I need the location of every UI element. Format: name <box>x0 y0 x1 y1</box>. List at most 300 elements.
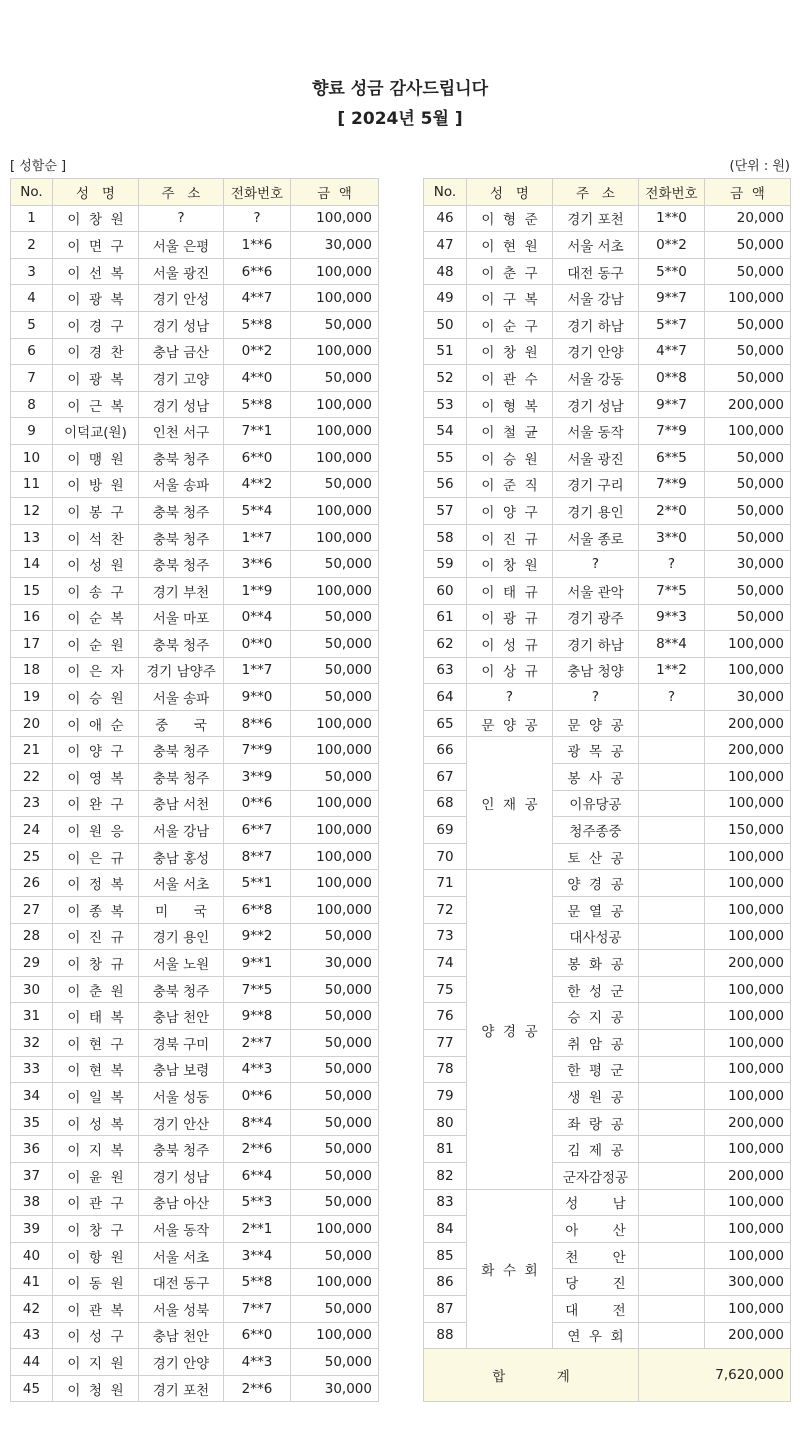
table-row <box>11 870 379 897</box>
cell-name: 이 현 원 <box>467 232 553 259</box>
cell-phone <box>639 1216 705 1243</box>
table-row <box>424 311 791 338</box>
cell-name: 이 지 원 <box>53 1349 139 1376</box>
cell-branch: 토 산 공 <box>553 843 639 870</box>
cell-phone: 4**3 <box>224 1349 291 1376</box>
cell-address: 서울 성북 <box>139 1295 224 1322</box>
cell-address: 충남 서천 <box>139 790 224 817</box>
cell-no: 60 <box>424 577 467 604</box>
cell-phone <box>639 790 705 817</box>
cell-no: 81 <box>424 1136 467 1163</box>
cell-phone: 2**6 <box>224 1375 291 1402</box>
table-row <box>11 684 379 711</box>
cell-address: 중 국 <box>139 710 224 737</box>
table-row <box>11 1109 379 1136</box>
header-address: 주 소 <box>553 179 639 206</box>
cell-address: 서울 은평 <box>139 232 224 259</box>
cell-branch: 이유당공 <box>553 790 639 817</box>
cell-address: 경기 하남 <box>553 631 639 658</box>
cell-amount: 100,000 <box>291 444 379 471</box>
cell-no: 53 <box>424 391 467 418</box>
table-row <box>11 1375 379 1402</box>
cell-address: 서울 관악 <box>553 577 639 604</box>
cell-address: 서울 노원 <box>139 950 224 977</box>
cell-phone <box>639 923 705 950</box>
cell-name: 이 은 자 <box>53 657 139 684</box>
table-row <box>424 471 791 498</box>
cell-amount: 100,000 <box>705 1295 791 1322</box>
cell-amount: 100,000 <box>291 897 379 924</box>
table-row <box>424 1189 791 1216</box>
cell-amount: 100,000 <box>705 1056 791 1083</box>
cell-amount: 50,000 <box>291 1189 379 1216</box>
cell-name: 이 성 구 <box>53 1322 139 1349</box>
cell-no: 66 <box>424 737 467 764</box>
table-row <box>11 976 379 1003</box>
table-row <box>11 1216 379 1243</box>
cell-no: 16 <box>11 604 53 631</box>
cell-amount: 100,000 <box>705 1216 791 1243</box>
table-row <box>424 710 791 737</box>
table-row <box>11 1003 379 1030</box>
cell-branch: 대사성공 <box>553 923 639 950</box>
cell-phone: 7**9 <box>224 737 291 764</box>
table-row <box>11 1056 379 1083</box>
cell-no: 55 <box>424 444 467 471</box>
cell-address: 경기 부천 <box>139 577 224 604</box>
cell-no: 38 <box>11 1189 53 1216</box>
cell-no: 24 <box>11 817 53 844</box>
cell-branch: 군자감정공 <box>553 1162 639 1189</box>
cell-address: 서울 강남 <box>553 285 639 312</box>
cell-name: 이 진 규 <box>53 923 139 950</box>
cell-no: 20 <box>11 710 53 737</box>
cell-name: 이 춘 구 <box>467 258 553 285</box>
table-row <box>424 577 791 604</box>
cell-branch: 봉 화 공 <box>553 950 639 977</box>
cell-phone: 5**0 <box>639 258 705 285</box>
cell-amount: 50,000 <box>705 365 791 392</box>
cell-name: 이 청 원 <box>53 1375 139 1402</box>
cell-phone: 9**8 <box>224 1003 291 1030</box>
cell-amount: 100,000 <box>705 1136 791 1163</box>
cell-amount: 50,000 <box>705 444 791 471</box>
cell-name: 이 완 구 <box>53 790 139 817</box>
cell-phone: 0**0 <box>224 631 291 658</box>
cell-no: 25 <box>11 843 53 870</box>
cell-phone <box>639 976 705 1003</box>
cell-phone: 1**9 <box>224 577 291 604</box>
cell-branch: 당 진 <box>553 1269 639 1296</box>
cell-name: 이 춘 원 <box>53 976 139 1003</box>
cell-phone <box>639 1003 705 1030</box>
cell-amount: 50,000 <box>291 1136 379 1163</box>
cell-branch: 승 지 공 <box>553 1003 639 1030</box>
cell-address: 경기 성남 <box>139 311 224 338</box>
cell-phone: 2**1 <box>224 1216 291 1243</box>
cell-amount: 50,000 <box>291 551 379 578</box>
table-row <box>11 950 379 977</box>
cell-no: 35 <box>11 1109 53 1136</box>
cell-address: 충북 청주 <box>139 444 224 471</box>
cell-no: 69 <box>424 817 467 844</box>
cell-no: 51 <box>424 338 467 365</box>
cell-address: 서울 서초 <box>139 870 224 897</box>
cell-phone: 1**7 <box>224 524 291 551</box>
cell-no: 65 <box>424 710 467 737</box>
table-row <box>11 737 379 764</box>
cell-no: 9 <box>11 418 53 445</box>
cell-address: 경기 성남 <box>553 391 639 418</box>
cell-address: 충북 청주 <box>139 631 224 658</box>
cell-phone: 3**9 <box>224 764 291 791</box>
cell-name: 이 성 규 <box>467 631 553 658</box>
cell-name: 이 진 규 <box>467 524 553 551</box>
table-row <box>11 790 379 817</box>
cell-amount: 100,000 <box>291 817 379 844</box>
cell-name: 이 윤 원 <box>53 1162 139 1189</box>
cell-no: 54 <box>424 418 467 445</box>
cell-amount: 50,000 <box>291 471 379 498</box>
cell-phone: 9**1 <box>224 950 291 977</box>
total-row <box>424 1349 791 1402</box>
cell-phone: 9**7 <box>639 285 705 312</box>
table-row <box>11 285 379 312</box>
cell-amount: 100,000 <box>705 631 791 658</box>
table-row <box>11 817 379 844</box>
cell-address: 서울 종로 <box>553 524 639 551</box>
cell-address: 경기 안성 <box>139 285 224 312</box>
cell-address: 서울 광진 <box>139 258 224 285</box>
cell-no: 84 <box>424 1216 467 1243</box>
header-name: 성 명 <box>53 179 139 206</box>
table-row <box>11 418 379 445</box>
cell-amount: 30,000 <box>291 1375 379 1402</box>
cell-phone: 6**0 <box>224 444 291 471</box>
cell-phone: 9**2 <box>224 923 291 950</box>
cell-no: 13 <box>11 524 53 551</box>
cell-phone: 0**6 <box>224 790 291 817</box>
cell-amount: 100,000 <box>705 843 791 870</box>
cell-no: 28 <box>11 923 53 950</box>
cell-amount: 100,000 <box>291 418 379 445</box>
cell-phone: 7**5 <box>224 976 291 1003</box>
cell-address: 서울 성동 <box>139 1083 224 1110</box>
cell-address: 충북 청주 <box>139 737 224 764</box>
table-row <box>424 657 791 684</box>
cell-no: 64 <box>424 684 467 711</box>
cell-no: 37 <box>11 1162 53 1189</box>
cell-address: 서울 서초 <box>139 1242 224 1269</box>
table-row <box>424 524 791 551</box>
header-no: No. <box>424 179 467 206</box>
table-row <box>11 1030 379 1057</box>
cell-no: 8 <box>11 391 53 418</box>
cell-name: 이 항 원 <box>53 1242 139 1269</box>
cell-address: 충북 청주 <box>139 1136 224 1163</box>
cell-group-name: 화 수 회 <box>467 1189 553 1349</box>
cell-name: 이 광 복 <box>53 365 139 392</box>
table-row <box>11 710 379 737</box>
cell-address: 경기 안양 <box>553 338 639 365</box>
cell-amount: 30,000 <box>291 232 379 259</box>
cell-address: 경기 하남 <box>553 311 639 338</box>
cell-name: 이 영 복 <box>53 764 139 791</box>
table-row <box>11 444 379 471</box>
cell-phone <box>639 1136 705 1163</box>
cell-address: 충남 천안 <box>139 1003 224 1030</box>
cell-no: 80 <box>424 1109 467 1136</box>
cell-no: 49 <box>424 285 467 312</box>
table-row <box>11 577 379 604</box>
cell-amount: 100,000 <box>705 1003 791 1030</box>
cell-name: 이 승 원 <box>467 444 553 471</box>
cell-amount: 100,000 <box>291 285 379 312</box>
cell-no: 17 <box>11 631 53 658</box>
cell-amount: 50,000 <box>291 1162 379 1189</box>
table-row <box>424 232 791 259</box>
cell-address: 서울 서초 <box>553 232 639 259</box>
cell-branch: 김 제 공 <box>553 1136 639 1163</box>
cell-branch: 한 성 군 <box>553 976 639 1003</box>
cell-no: 82 <box>424 1162 467 1189</box>
cell-no: 15 <box>11 577 53 604</box>
cell-name: 이 면 구 <box>53 232 139 259</box>
cell-name: 이 정 복 <box>53 870 139 897</box>
cell-name: 이 준 직 <box>467 471 553 498</box>
cell-group-name: 문 양 공 <box>467 710 553 737</box>
cell-branch: 봉 사 공 <box>553 764 639 791</box>
cell-no: 59 <box>424 551 467 578</box>
cell-no: 43 <box>11 1322 53 1349</box>
cell-phone: 5**4 <box>224 498 291 525</box>
table-row <box>11 1322 379 1349</box>
cell-address: 경기 포천 <box>553 205 639 232</box>
cell-amount: 30,000 <box>291 950 379 977</box>
cell-name: 이 송 구 <box>53 577 139 604</box>
cell-no: 46 <box>424 205 467 232</box>
table-row <box>11 338 379 365</box>
table-row <box>424 551 791 578</box>
table-row <box>11 1349 379 1376</box>
cell-name: 이 원 응 <box>53 817 139 844</box>
cell-phone: 8**6 <box>224 710 291 737</box>
cell-phone <box>639 1242 705 1269</box>
cell-amount: 50,000 <box>291 604 379 631</box>
cell-name: 이 성 복 <box>53 1109 139 1136</box>
cell-phone <box>639 764 705 791</box>
cell-no: 6 <box>11 338 53 365</box>
cell-address: 충남 홍성 <box>139 843 224 870</box>
cell-address: 서울 강남 <box>139 817 224 844</box>
header-phone: 전화번호 <box>224 179 291 206</box>
cell-address: 경기 용인 <box>553 498 639 525</box>
header-row <box>11 179 379 206</box>
cell-amount: 200,000 <box>705 391 791 418</box>
cell-amount: 100,000 <box>291 391 379 418</box>
cell-phone: 5**1 <box>224 870 291 897</box>
cell-phone <box>639 1269 705 1296</box>
cell-name: 이 창 구 <box>53 1216 139 1243</box>
cell-no: 74 <box>424 950 467 977</box>
cell-address: 경기 용인 <box>139 923 224 950</box>
table-row <box>11 657 379 684</box>
cell-address: 충북 청주 <box>139 551 224 578</box>
total-label: 합 계 <box>424 1349 639 1402</box>
cell-name: 이 성 원 <box>53 551 139 578</box>
cell-amount: 100,000 <box>705 764 791 791</box>
cell-address: 경기 남양주 <box>139 657 224 684</box>
cell-group-name: 인 재 공 <box>467 737 553 870</box>
cell-name: 이 광 규 <box>467 604 553 631</box>
cell-no: 68 <box>424 790 467 817</box>
cell-phone <box>639 843 705 870</box>
cell-phone: 2**0 <box>639 498 705 525</box>
header-address: 주 소 <box>139 179 224 206</box>
cell-name: 이 순 복 <box>53 604 139 631</box>
cell-phone: 9**3 <box>639 604 705 631</box>
cell-name: 이 종 복 <box>53 897 139 924</box>
cell-name: 이 근 복 <box>53 391 139 418</box>
cell-phone <box>639 1322 705 1349</box>
cell-no: 31 <box>11 1003 53 1030</box>
cell-no: 3 <box>11 258 53 285</box>
cell-phone: 3**0 <box>639 524 705 551</box>
cell-address: 대전 동구 <box>553 258 639 285</box>
cell-no: 27 <box>11 897 53 924</box>
table-row <box>424 418 791 445</box>
cell-branch: 천 안 <box>553 1242 639 1269</box>
cell-name: 이 선 복 <box>53 258 139 285</box>
cell-address: 경기 성남 <box>139 1162 224 1189</box>
cell-amount: 200,000 <box>705 950 791 977</box>
cell-amount: 20,000 <box>705 205 791 232</box>
cell-amount: 50,000 <box>291 631 379 658</box>
cell-amount: 50,000 <box>291 1003 379 1030</box>
cell-phone: 6**6 <box>224 258 291 285</box>
table-row <box>11 604 379 631</box>
cell-address: 경기 성남 <box>139 391 224 418</box>
cell-no: 39 <box>11 1216 53 1243</box>
cell-name: 이 창 규 <box>53 950 139 977</box>
cell-amount: 200,000 <box>705 1162 791 1189</box>
total-value: 7,620,000 <box>639 1349 791 1402</box>
cell-address: 경기 광주 <box>553 604 639 631</box>
cell-amount: 200,000 <box>705 737 791 764</box>
cell-phone <box>639 1109 705 1136</box>
cell-no: 85 <box>424 1242 467 1269</box>
cell-no: 29 <box>11 950 53 977</box>
table-row <box>424 444 791 471</box>
cell-amount: 50,000 <box>291 657 379 684</box>
cell-phone: 5**8 <box>224 391 291 418</box>
cell-no: 32 <box>11 1030 53 1057</box>
cell-name: 이 애 순 <box>53 710 139 737</box>
cell-no: 11 <box>11 471 53 498</box>
cell-phone: 3**4 <box>224 1242 291 1269</box>
cell-no: 47 <box>424 232 467 259</box>
cell-name: 이 창 원 <box>467 338 553 365</box>
cell-address: 경기 구리 <box>553 471 639 498</box>
cell-name: 이 현 복 <box>53 1056 139 1083</box>
table-row <box>11 1242 379 1269</box>
table-row <box>11 843 379 870</box>
cell-address: ? <box>139 205 224 232</box>
cell-phone: 0**2 <box>639 232 705 259</box>
cell-phone <box>639 1162 705 1189</box>
cell-phone: 8**4 <box>224 1109 291 1136</box>
cell-no: 40 <box>11 1242 53 1269</box>
cell-name: 이 순 원 <box>53 631 139 658</box>
cell-phone <box>639 897 705 924</box>
cell-phone: 4**7 <box>639 338 705 365</box>
cell-no: 45 <box>11 1375 53 1402</box>
cell-no: 87 <box>424 1295 467 1322</box>
cell-name: 이 경 구 <box>53 311 139 338</box>
table-row <box>11 524 379 551</box>
cell-address: 서울 송파 <box>139 471 224 498</box>
cell-amount: 100,000 <box>291 737 379 764</box>
table-row <box>11 205 379 232</box>
cell-phone: 6**8 <box>224 897 291 924</box>
cell-name: 이 창 원 <box>467 551 553 578</box>
cell-address: 서울 마포 <box>139 604 224 631</box>
cell-no: 79 <box>424 1083 467 1110</box>
header-amount: 금 액 <box>291 179 379 206</box>
table-row <box>424 391 791 418</box>
cell-address: 서울 광진 <box>553 444 639 471</box>
table-row <box>11 1083 379 1110</box>
cell-phone <box>639 1083 705 1110</box>
cell-amount: 100,000 <box>705 790 791 817</box>
cell-amount: 100,000 <box>705 1030 791 1057</box>
page-subtitle: [ 2024년 5월 ] <box>337 109 463 129</box>
cell-amount: 300,000 <box>705 1269 791 1296</box>
cell-amount: 100,000 <box>705 923 791 950</box>
cell-phone: 9**0 <box>224 684 291 711</box>
cell-name: 이 순 구 <box>467 311 553 338</box>
sort-label: [ 성함순 ] <box>10 159 67 174</box>
cell-amount: 50,000 <box>291 1030 379 1057</box>
table-row <box>11 471 379 498</box>
cell-name: 이 형 준 <box>467 205 553 232</box>
cell-name: 이 창 원 <box>53 205 139 232</box>
table-row <box>11 1136 379 1163</box>
cell-amount: 50,000 <box>291 976 379 1003</box>
cell-group-name: 양 경 공 <box>467 870 553 1189</box>
cell-phone <box>639 817 705 844</box>
cell-amount: 100,000 <box>291 205 379 232</box>
cell-name: 이 방 원 <box>53 471 139 498</box>
cell-amount: 50,000 <box>705 524 791 551</box>
cell-no: 44 <box>11 1349 53 1376</box>
cell-branch: 문 열 공 <box>553 897 639 924</box>
cell-amount: 50,000 <box>291 1295 379 1322</box>
cell-no: 33 <box>11 1056 53 1083</box>
cell-amount: 100,000 <box>291 1322 379 1349</box>
cell-name: 이 은 규 <box>53 843 139 870</box>
cell-amount: 100,000 <box>291 577 379 604</box>
table-row <box>424 498 791 525</box>
cell-phone: 1**7 <box>224 657 291 684</box>
cell-phone: ? <box>639 684 705 711</box>
cell-branch: 아 산 <box>553 1216 639 1243</box>
cell-amount: 50,000 <box>705 604 791 631</box>
cell-address: 경기 안양 <box>139 1349 224 1376</box>
cell-amount: 50,000 <box>705 232 791 259</box>
header-name: 성 명 <box>467 179 553 206</box>
cell-no: 18 <box>11 657 53 684</box>
